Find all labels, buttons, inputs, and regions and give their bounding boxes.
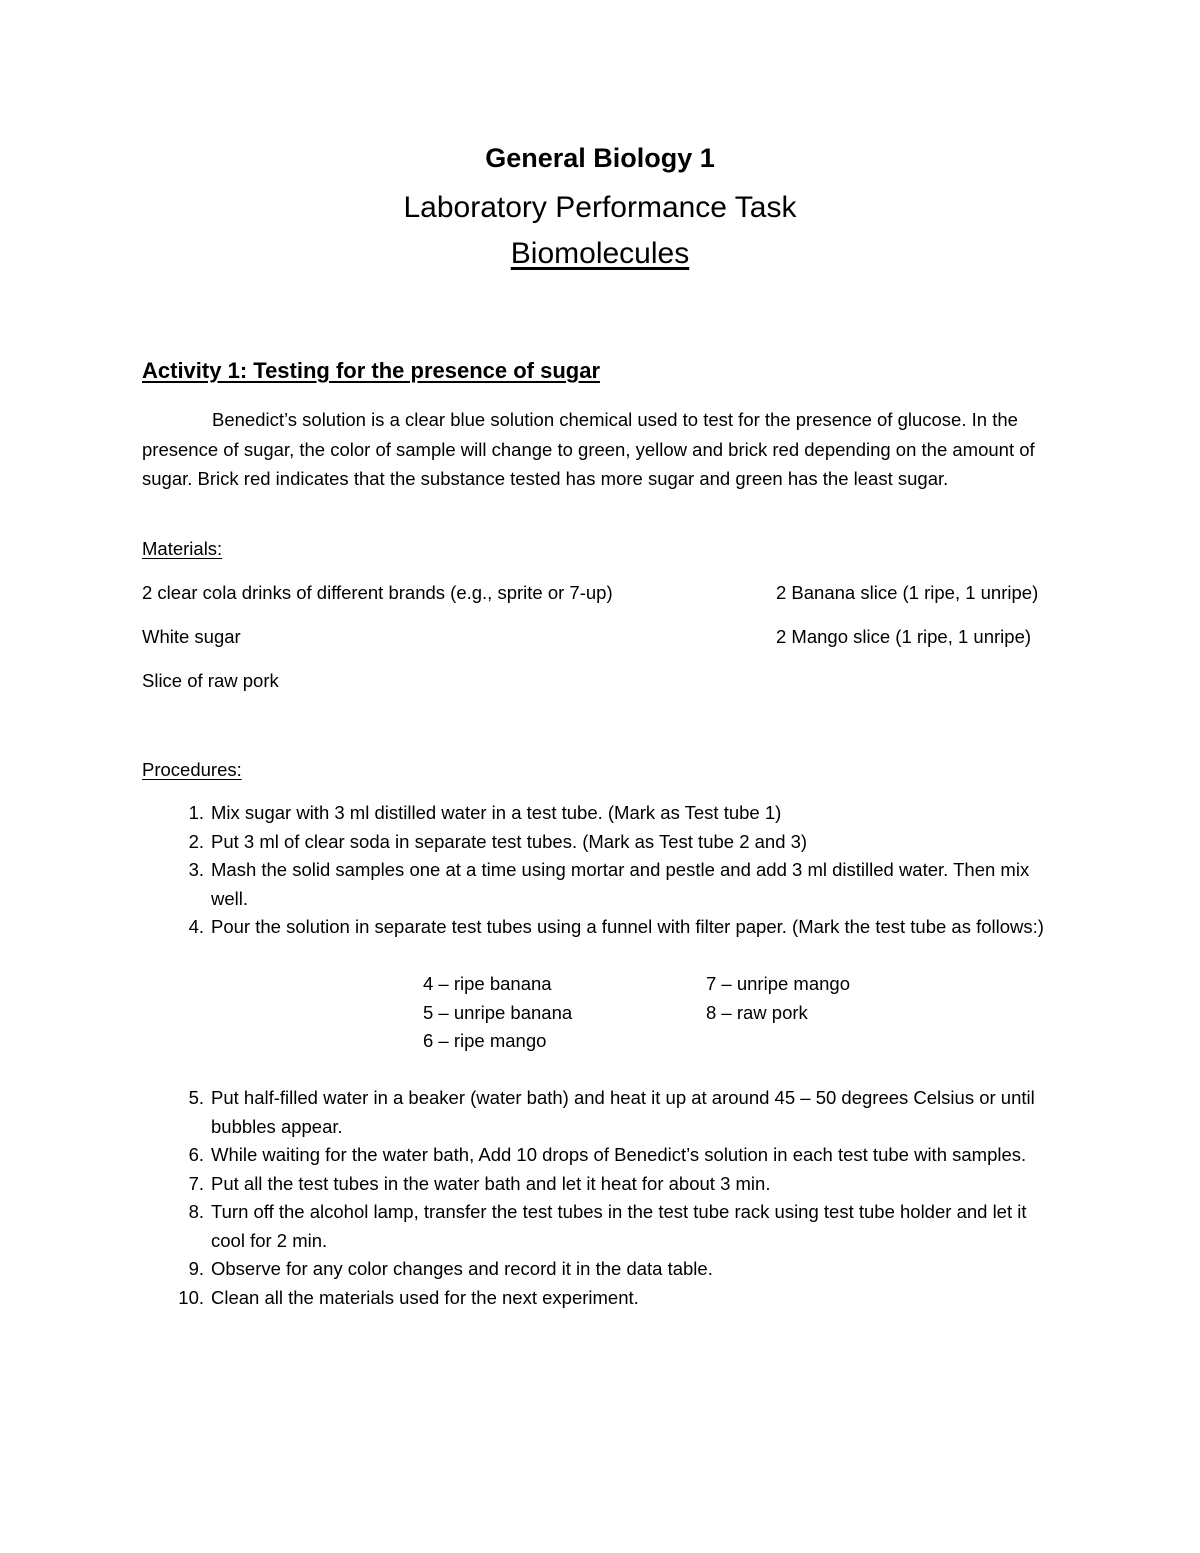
tube-label: 5 – unripe banana [423,1001,573,1023]
step-text: Mix sugar with 3 ml distilled water in a test tube. (Mark as Test tube 1) [211,802,782,823]
procedure-step [142,856,1053,913]
step-number: 2. [188,830,204,852]
task-title: Laboratory Performance Task [403,191,797,224]
step-number: 1. [188,802,204,823]
material-item: 2 clear cola drinks of different brands (e.g., sprite or 7-up) [142,582,613,603]
procedure-step [142,913,1053,942]
procedure-step [142,1255,1053,1284]
activity-heading: Activity 1: Testing for the presence of sugar [142,358,601,383]
procedure-list [142,799,1053,942]
course-title: General Biology 1 [485,143,715,173]
tube-label: 6 – ripe mango [423,1030,547,1051]
step-text: While waiting for the water bath, Add 10 drops of Benedict’s solution in each test tube with samples. [211,1144,1027,1165]
step-number: 5. [188,1087,204,1108]
step-number: 6. [188,1144,204,1165]
step-text: Clean all the materials used for the next experiment. [211,1286,639,1308]
step-number: 7. [188,1172,204,1194]
intro-paragraph: Benedict’s solution is a clear blue solution chemical used to test for the presence of glucose. In the presence of sugar, the color of sample will change to green, yellow and brick red depending on the amount of sugar. Brick red indicates that the substance tested has more sugar and green has the least sugar. [142,409,1035,489]
procedure-step [142,1198,1053,1255]
procedures-label: Procedures: [142,759,242,780]
step-number: 8. [188,1201,204,1222]
tube-labels-col2 [706,970,850,1027]
procedure-step [142,1141,1053,1170]
step-text: Pour the solution in separate test tubes using a funnel with filter paper. (Mark the test tube as follows:) [211,916,1044,937]
procedure-step [142,1084,1053,1141]
tube-labels-col1 [423,970,572,1056]
material-item: White sugar [142,626,241,647]
procedure-step [142,1284,1053,1313]
step-text: Put all the test tubes in the water bath and let it heat for about 3 min. [211,1172,771,1194]
material-item: 2 Banana slice (1 ripe, 1 unripe) [776,582,1039,603]
tube-label: 4 – ripe banana [423,973,552,994]
procedure-step [142,828,1053,857]
material-item: Slice of raw pork [142,670,279,691]
procedure-step [142,1170,1053,1199]
step-text: Observe for any color changes and record it in the data table. [211,1258,713,1279]
step-number: 3. [188,859,204,880]
tube-label: 8 – raw pork [706,1001,808,1023]
procedure-list-continued [142,1084,1053,1312]
materials-label: Materials: [142,538,223,559]
step-number: 4. [188,916,204,937]
topic-title: Biomolecules [510,237,690,270]
material-item: 2 Mango slice (1 ripe, 1 unripe) [776,626,1032,647]
step-number: 9. [188,1258,204,1279]
step-number: 10. [178,1286,204,1308]
procedure-step [142,799,1053,828]
step-text: Turn off the alcohol lamp, transfer the test tubes in the test tube rack using test tube holder and let it cool for 2 min. [211,1201,1027,1251]
tube-label: 7 – unripe mango [706,973,850,994]
step-text: Put 3 ml of clear soda in separate test tubes. (Mark as Test tube 2 and 3) [211,830,808,852]
step-text: Put half-filled water in a beaker (water bath) and heat it up at around 45 – 50 degrees Celsius or until bubbles appear. [211,1087,1035,1137]
step-text: Mash the solid samples one at a time using mortar and pestle and add 3 ml distilled water. Then mix well. [211,859,1030,909]
